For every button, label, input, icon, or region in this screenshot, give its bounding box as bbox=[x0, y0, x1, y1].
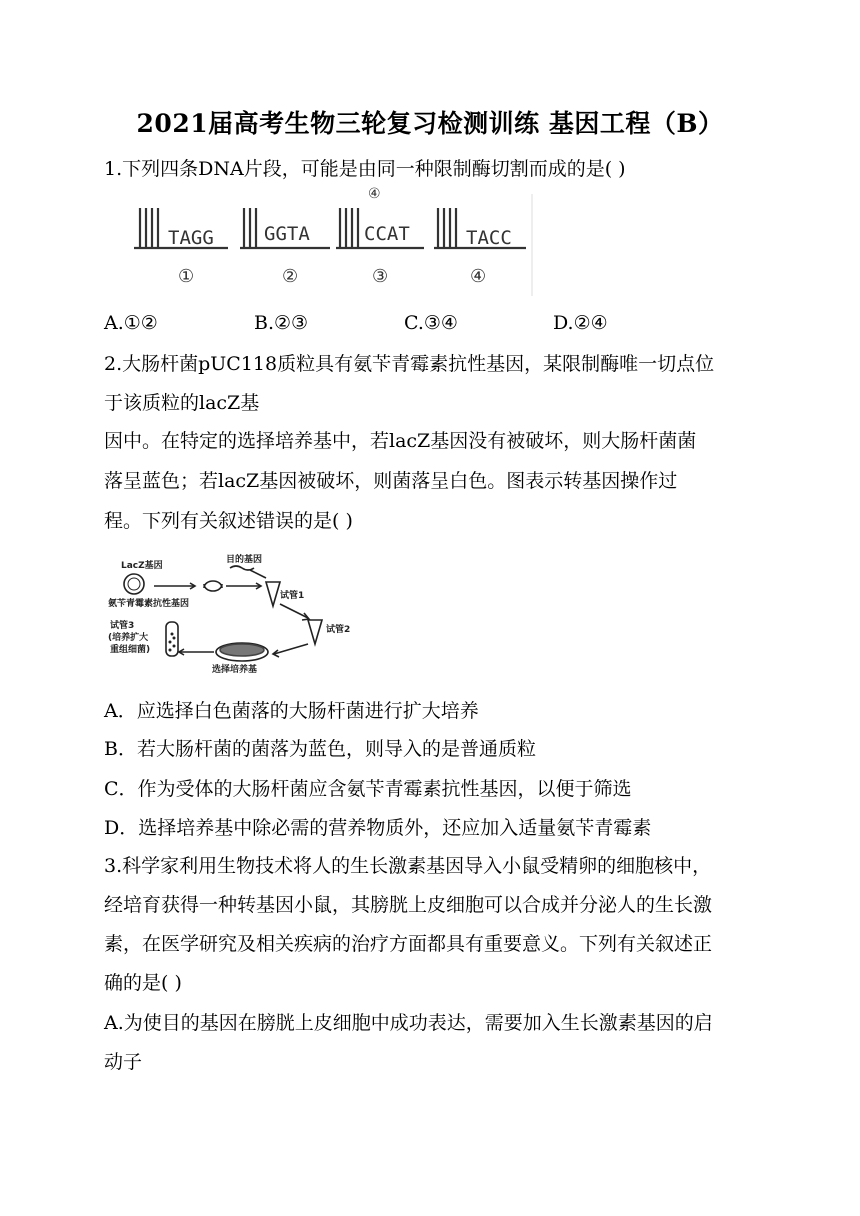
q3-stem-line-3: 素，在医学研究及相关疾病的治疗方面都具有重要意义。下列有关叙述正 bbox=[104, 933, 713, 955]
q3-option-a-line-1: A.为使目的基因在膀胱上皮细胞中成功表达，需要加入生长激素基因的启 bbox=[104, 1012, 713, 1034]
tube2-icon bbox=[308, 620, 322, 644]
page-title: 2021届高考生物三轮复习检测训练 基因工程（B） bbox=[136, 109, 724, 138]
plasmid-icon bbox=[124, 574, 144, 594]
q3-option-a-line-2: 动子 bbox=[104, 1051, 143, 1073]
lacz-gene-label: LacZ基因 bbox=[121, 561, 163, 571]
q2-option-b: B．若大肠杆菌的菌落为蓝色，则导入的是普通质粒 bbox=[104, 738, 536, 760]
cut-plasmid-icon bbox=[204, 584, 222, 591]
q3-stem-line-2: 经培育获得一种转基因小鼠，其膀胱上皮细胞可以合成并分泌人的生长激 bbox=[104, 894, 713, 916]
q3-stem-line-4: 确的是( ) bbox=[104, 972, 182, 994]
amp-resistance-label: 氨苄青霉素抗性基因 bbox=[108, 599, 190, 609]
stray-mark: ④ bbox=[368, 186, 381, 202]
tube1-label: 试管1 bbox=[280, 591, 305, 601]
q2-option-c: C．作为受体的大肠杆菌应含氨苄青霉素抗性基因，以便于筛选 bbox=[104, 778, 632, 800]
q2-option-d: D．选择培养基中除必需的营养物质外，还应加入适量氨苄青霉素 bbox=[104, 817, 652, 839]
target-gene-label: 目的基因 bbox=[226, 555, 263, 565]
fragment-1-number: ① bbox=[178, 266, 195, 287]
selective-medium-label: 选择培养基 bbox=[212, 665, 258, 675]
fragment-1-sequence: TAGG bbox=[168, 227, 214, 249]
fragment-4-number: ④ bbox=[470, 266, 487, 287]
tube1-icon bbox=[266, 582, 280, 606]
q1-option-c: C.③④ bbox=[404, 312, 458, 334]
q2-stem-line-5: 程。下列有关叙述错误的是( ) bbox=[104, 510, 353, 532]
fragment-3-sequence: CCAT bbox=[364, 223, 410, 245]
tube3-label-3: 重组细菌) bbox=[110, 645, 151, 655]
q2-stem-line-4: 落呈蓝色；若lacZ基因被破坏，则菌落呈白色。图表示转基因操作过 bbox=[104, 470, 678, 492]
fragment-4-sequence: TACC bbox=[466, 227, 512, 249]
q1-option-d: D.②④ bbox=[553, 312, 608, 334]
fragment-3-number: ③ bbox=[372, 266, 389, 287]
dna-fragments-figure bbox=[118, 182, 538, 298]
transgenic-process-figure bbox=[104, 548, 354, 676]
q1-stem: 1.下列四条DNA片段，可能是由同一种限制酶切割而成的是( ) bbox=[104, 158, 626, 180]
fragment-2-sequence: GGTA bbox=[264, 223, 310, 245]
q1-option-a: A.①② bbox=[104, 312, 158, 334]
q2-option-a: A．应选择白色菌落的大肠杆菌进行扩大培养 bbox=[104, 700, 479, 722]
tube2-label: 试管2 bbox=[326, 625, 351, 635]
tube3-icon bbox=[166, 622, 178, 656]
q2-stem-line-2: 于该质粒的lacZ基 bbox=[104, 392, 260, 414]
fragment-2-number: ② bbox=[282, 266, 299, 287]
tube3-label-1: 试管3 bbox=[110, 621, 135, 631]
q2-stem-line-3: 因中。在特定的选择培养基中，若lacZ基因没有被破坏，则大肠杆菌菌 bbox=[104, 430, 697, 452]
q2-stem-line-1: 2.大肠杆菌pUC118质粒具有氨苄青霉素抗性基因，某限制酶唯一切点位 bbox=[104, 353, 715, 375]
q3-stem-line-1: 3.科学家利用生物技术将人的生长激素基因导入小鼠受精卵的细胞核中， bbox=[104, 855, 712, 877]
q1-option-b: B.②③ bbox=[254, 312, 309, 334]
tube3-label-2: (培养扩大 bbox=[108, 633, 149, 643]
